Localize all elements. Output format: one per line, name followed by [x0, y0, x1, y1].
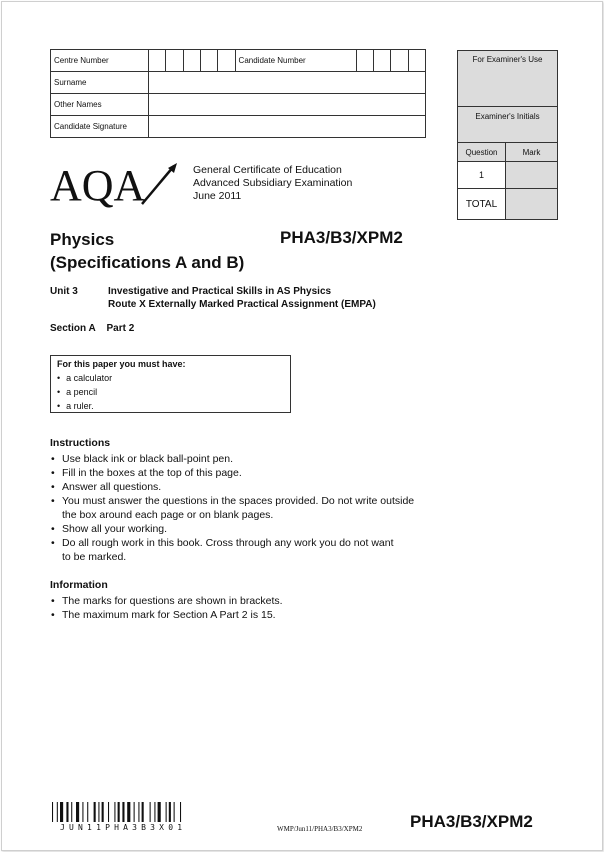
barcode-bar [87, 802, 88, 822]
information-item: • The maximum mark for Section A Part 2 is 15. [50, 608, 283, 622]
candidate-number-box[interactable] [391, 50, 408, 72]
paper-code: PHA3/B3/XPM2 [280, 228, 403, 247]
must-have-item: • a calculator [57, 371, 284, 385]
unit-label: Unit 3 [50, 286, 78, 297]
unit-title: Investigative and Practical Skills in AS Physics [108, 286, 332, 297]
barcode-bar [114, 802, 115, 822]
centre-number-label: Centre Number [51, 50, 149, 72]
barcode-bar [169, 802, 171, 822]
must-have-item: • a pencil [57, 385, 284, 399]
question-header: Question [458, 143, 506, 161]
centre-number-box[interactable] [183, 50, 200, 72]
other-names-field[interactable] [149, 94, 426, 116]
question-mark-cell [506, 162, 557, 188]
unit-route: Route X Externally Marked Practical Assignment (EMPA) [108, 299, 376, 310]
candidate-number-box[interactable] [408, 50, 425, 72]
aqa-logo [50, 160, 180, 208]
must-have-heading: For this paper you must have: [57, 359, 186, 369]
examiner-initials-label: Examiner's Initials [458, 107, 557, 143]
centre-number-box[interactable] [166, 50, 183, 72]
total-label: TOTAL [458, 189, 506, 219]
centre-number-box[interactable] [149, 50, 166, 72]
instruction-item: • You must answer the questions in the spaces provided. Do not write outside the box around each page or on blank pages. [50, 494, 414, 522]
barcode-bar [138, 802, 139, 822]
information-heading: Information [50, 579, 108, 591]
barcode-bar [60, 802, 63, 822]
examiner-use-box [457, 50, 558, 220]
subject-title [50, 228, 244, 274]
information-block [50, 578, 283, 622]
surname-label: Surname [51, 72, 149, 94]
instructions-heading: Instructions [50, 437, 111, 449]
barcode-bar [158, 802, 161, 822]
barcode-bar [118, 802, 120, 822]
barcode-bar [174, 802, 175, 822]
footer-paper-code: PHA3/B3/XPM2 [410, 812, 533, 831]
barcode-bar [57, 802, 58, 822]
mark-header: Mark [522, 147, 541, 157]
certificate-block [193, 164, 352, 203]
surname-field[interactable] [149, 72, 426, 94]
instruction-item: • Do all rough work in this book. Cross through any work you do not want to be marked. [50, 536, 414, 564]
aqa-logo-text: AQA [50, 161, 146, 208]
information-item: • The marks for questions are shown in brackets. [50, 594, 283, 608]
barcode-bar [122, 802, 124, 822]
instruction-item: • Show all your working. [50, 522, 414, 536]
candidate-number-box[interactable] [356, 50, 373, 72]
paper-reference: WMP/Jun11/PHA3/B3/XPM2 [277, 825, 363, 833]
centre-number-box[interactable] [218, 50, 235, 72]
barcode-bar [166, 802, 167, 822]
barcode [52, 802, 228, 822]
examiner-use-title: For Examiner's Use [458, 51, 557, 107]
barcode-bar [150, 802, 151, 822]
barcode-bar [94, 802, 96, 822]
candidate-details-table [50, 49, 426, 138]
section-label: Section A Part 2 [50, 323, 135, 334]
exam-paper-page [1, 1, 603, 851]
instruction-item: • Use black ink or black ball-point pen. [50, 452, 414, 466]
barcode-bar [127, 802, 130, 822]
centre-number-box[interactable] [200, 50, 217, 72]
instruction-item: • Answer all questions. [50, 480, 414, 494]
barcode-bar [98, 802, 99, 822]
must-have-item: • a ruler. [57, 399, 284, 413]
signature-field[interactable] [149, 116, 426, 138]
barcode-bar [108, 802, 109, 822]
instruction-item: • Fill in the boxes at the top of this page. [50, 466, 414, 480]
question-number: 1 [458, 162, 506, 188]
exam-date: June 2011 [193, 190, 242, 202]
barcode-bar [76, 802, 79, 822]
instructions-block [50, 436, 414, 564]
barcode-bar [82, 802, 83, 822]
barcode-bar [52, 802, 53, 822]
barcode-bar [142, 802, 144, 822]
subject-specification: (Specifications A and B) [50, 253, 245, 272]
total-mark-cell [506, 189, 557, 219]
barcode-bar [134, 802, 135, 822]
barcode-bar [102, 802, 104, 822]
subject-name: Physics [50, 230, 115, 249]
certificate-line: General Certificate of Education [193, 164, 342, 176]
other-names-label: Other Names [51, 94, 149, 116]
certificate-line: Advanced Subsidiary Examination [193, 177, 353, 189]
barcode-text: JUN11PHA3B3X01 [60, 823, 187, 832]
barcode-bar [66, 802, 68, 822]
barcode-bar [154, 802, 155, 822]
barcode-bar [71, 802, 72, 822]
must-have-box [50, 355, 291, 413]
candidate-number-box[interactable] [373, 50, 390, 72]
signature-label: Candidate Signature [51, 116, 149, 138]
barcode-bar [180, 802, 181, 822]
logo-swoosh [142, 166, 174, 204]
candidate-number-label: Candidate Number [235, 50, 356, 72]
